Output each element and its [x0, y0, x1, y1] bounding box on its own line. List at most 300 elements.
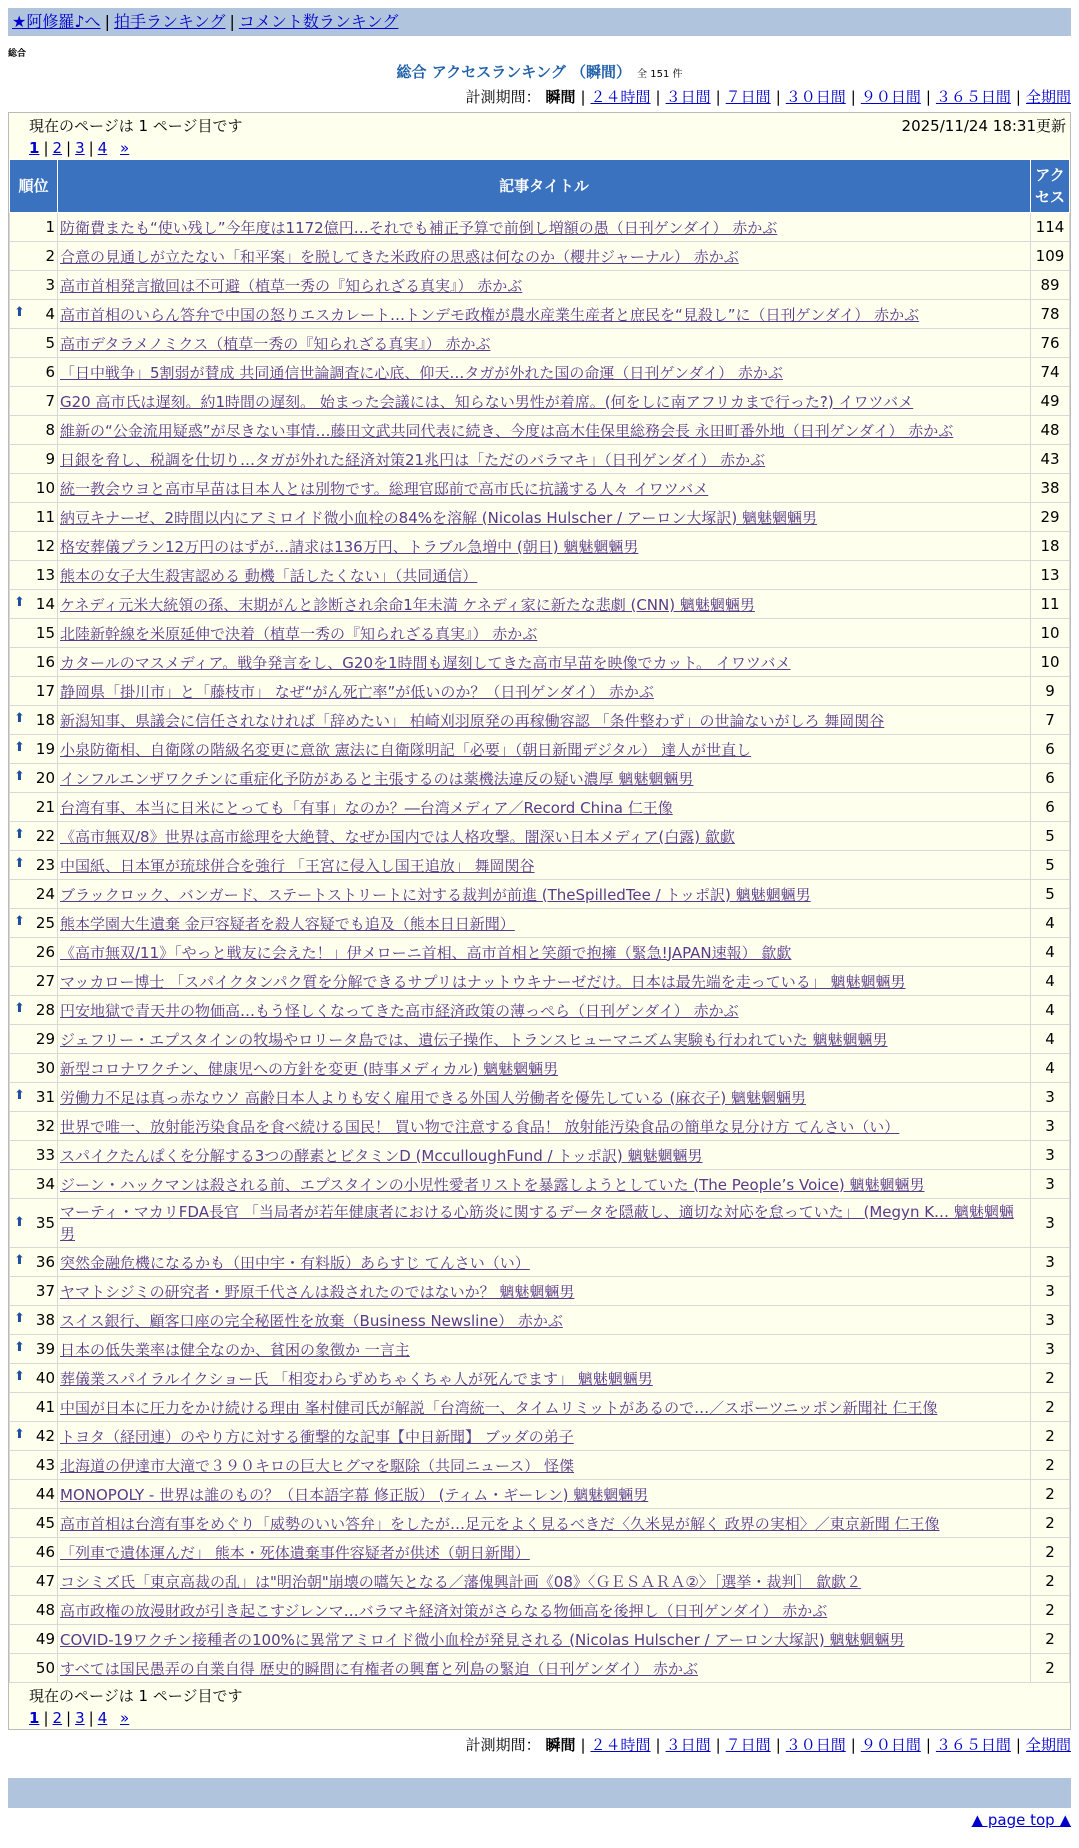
total-count: 全 151 件 [637, 69, 683, 80]
article-link[interactable]: スパイクたんぱくを分解する3つの酵素とビタミンD (McculloughFund / トッポ訳) 魑魅魍魎男 [60, 1146, 703, 1165]
access-count: 3 [1031, 1248, 1070, 1277]
article-link[interactable]: 台湾有事、本当に日米にとっても「有事」なのか？―台湾メディア／Record China 仁王像 [60, 798, 673, 817]
article-link[interactable]: 高市首相発言撤回は不可避（植草一秀の『知られざる真実』） 赤かぶ [60, 276, 523, 295]
title-cell [58, 445, 1031, 474]
rank-cell [10, 1083, 58, 1112]
title-cell [58, 387, 1031, 416]
rank-cell [10, 764, 58, 793]
rank-cell [10, 358, 58, 387]
table-row [10, 1538, 1070, 1567]
table-row [10, 1335, 1070, 1364]
access-count: 2 [1031, 1654, 1070, 1683]
table-row [10, 1306, 1070, 1335]
article-link[interactable]: 世界で唯一、放射能汚染食品を食べ続ける国民！ 買い物で注意する食品！ 放射能汚染食品の簡単な見分け方 てんさい（い） [60, 1117, 900, 1136]
rank-cell [10, 1451, 58, 1480]
table-row [10, 1393, 1070, 1422]
access-count: 2 [1031, 1625, 1070, 1654]
table-row [10, 1170, 1070, 1199]
title-cell [58, 1422, 1031, 1451]
access-count: 2 [1031, 1567, 1070, 1596]
access-count: 3 [1031, 1141, 1070, 1170]
rank-cell [10, 822, 58, 851]
article-link[interactable]: 合意の見通しが立たない「和平案」を脱してきた米政府の思惑は何なのか（櫻井ジャーナル） 赤かぶ [60, 247, 739, 266]
table-row [10, 1364, 1070, 1393]
article-link[interactable]: 熊本学園大生遺棄 金戸容疑者を殺人容疑でも追及（熊本日日新聞） [60, 914, 515, 933]
article-link[interactable]: ケネディ元米大統領の孫、末期がんと診断され余命1年未満 ケネディ家に新たな悲劇 (CNN) 魑魅魍魎男 [60, 595, 755, 614]
title-cell [58, 1596, 1031, 1625]
page-link-2-bottom[interactable]: 2 [52, 1709, 63, 1727]
access-count: 7 [1031, 706, 1070, 735]
title-cell [58, 1170, 1031, 1199]
period-3d[interactable]: ３日間 [665, 88, 711, 106]
access-count: 9 [1031, 677, 1070, 706]
title-cell [58, 474, 1031, 503]
page-top-area [0, 1808, 1079, 1832]
access-count: 3 [1031, 1112, 1070, 1141]
access-count: 2 [1031, 1451, 1070, 1480]
page-link-2[interactable]: 2 [52, 139, 63, 157]
access-count: 4 [1031, 1054, 1070, 1083]
period-selector-top: 計測期間： 瞬間 | ２４時間 | ３日間 | ７日間 | ３０日間 | ９０日間 | ３６５日間 | 全期間 [465, 88, 1071, 106]
period-selector-bottom: 計測期間： 瞬間 | ２４時間 | ３日間 | ７日間 | ３０日間 | ９０日間 | ３６５日間 | 全期間 [465, 1736, 1071, 1754]
rank-cell [10, 1538, 58, 1567]
rank-number: 46 [35, 1543, 55, 1561]
access-count: 3 [1031, 1306, 1070, 1335]
access-count: 4 [1031, 996, 1070, 1025]
rank-cell [10, 619, 58, 648]
rank-up-arrow-icon: ⬆ [14, 1001, 25, 1016]
top-nav-bar [8, 8, 1071, 36]
access-count: 2 [1031, 1364, 1070, 1393]
title-cell [58, 1364, 1031, 1393]
access-count: 3 [1031, 1083, 1070, 1112]
rank-number: 47 [35, 1572, 55, 1590]
rank-cell [10, 1625, 58, 1654]
table-row [10, 967, 1070, 996]
rank-up-arrow-icon: ⬆ [14, 769, 25, 784]
access-count: 38 [1031, 474, 1070, 503]
rank-up-arrow-icon: ⬆ [14, 1311, 25, 1326]
rank-cell [10, 532, 58, 561]
rank-cell [10, 967, 58, 996]
title-cell [58, 735, 1031, 764]
rank-number: 17 [35, 682, 55, 700]
rank-number: 43 [35, 1456, 55, 1474]
access-count: 76 [1031, 329, 1070, 358]
table-row [10, 1625, 1070, 1654]
rank-cell [10, 1335, 58, 1364]
period-current: 瞬間 [545, 88, 576, 106]
access-count: 18 [1031, 532, 1070, 561]
rank-number: 26 [35, 943, 55, 961]
article-link[interactable]: 中国が日本に圧力をかけ続ける理由 峯村健司氏が解説「台湾統一、タイムリミットがあるので…／スポーツニッポン新聞社 仁王像 [60, 1398, 938, 1417]
rank-number: 6 [45, 363, 55, 381]
title-cell [58, 1054, 1031, 1083]
table-row [10, 764, 1070, 793]
access-count: 29 [1031, 503, 1070, 532]
pagination-bottom: 1 | 2 | 3 | 4 » [29, 1709, 130, 1727]
rank-cell [10, 387, 58, 416]
period-7d-bottom[interactable]: ７日間 [725, 1736, 771, 1754]
rank-up-arrow-icon: ⬆ [14, 711, 25, 726]
article-link[interactable]: 新型コロナワクチン、健康児への方針を変更 (時事メディカル) 魑魅魍魎男 [60, 1059, 559, 1078]
period-90d-bottom[interactable]: ９０日間 [860, 1736, 921, 1754]
title-cell [58, 1335, 1031, 1364]
article-link[interactable]: マッカロー博士 「スパイクタンパク質を分解できるサプリはナットウキナーゼだけ。日本は最先端を走っている」 魑魅魍魎男 [60, 972, 906, 991]
access-count: 109 [1031, 242, 1070, 271]
access-count: 2 [1031, 1538, 1070, 1567]
access-count: 2 [1031, 1393, 1070, 1422]
title-cell [58, 1248, 1031, 1277]
period-90d[interactable]: ９０日間 [860, 88, 921, 106]
period-24h-bottom[interactable]: ２４時間 [590, 1736, 651, 1754]
page-link-next-bottom[interactable]: » [120, 1709, 130, 1727]
rank-cell [10, 503, 58, 532]
page-top-link[interactable]: ▲ page top ▲ [971, 1811, 1071, 1829]
rank-number: 2 [45, 247, 55, 265]
rank-up-arrow-icon: ⬆ [14, 305, 25, 320]
article-link[interactable]: マーティ・マカリFDA長官 「当局者が若年健康者における心筋炎に関するデータを隠蔽し、適切な対応を怠っていた」 (Megyn K… 魑魅魍魎男 [60, 1203, 1014, 1243]
rank-number: 29 [35, 1030, 55, 1048]
rank-up-arrow-icon: ⬆ [14, 1253, 25, 1268]
article-link[interactable]: 納豆キナーゼ、2時間以内にアミロイド微小血栓の84%を溶解 (Nicolas Hulscher / アーロン大塚訳) 魑魅魍魎男 [60, 508, 818, 527]
article-link[interactable]: 「日中戦争」5割弱が賛成 共同通信世論調査に心底、仰天…タガが外れた国の命運（日刊ゲンダイ） 赤かぶ [60, 363, 783, 382]
table-row [10, 996, 1070, 1025]
article-link[interactable]: すべては国民愚弄の自業自得 歴史的瞬間に有権者の興奮と列島の緊迫（日刊ゲンダイ） 赤かぶ [60, 1659, 699, 1678]
rank-number: 30 [35, 1059, 55, 1077]
article-link[interactable]: ジーン・ハックマンは殺される前、エプスタインの小児性愛者リストを暴露しようとしていた (The People’s Voice) 魑魅魍魎男 [60, 1175, 925, 1194]
rank-number: 33 [35, 1146, 55, 1164]
category-label: 総合 [8, 49, 27, 59]
access-count: 114 [1031, 213, 1070, 242]
period-all-bottom[interactable]: 全期間 [1025, 1736, 1071, 1754]
article-link[interactable]: カタールのマスメディア。戦争発言をし、G20を1時間も遅刻してきた高市早苗を映像でカット。 イワツバメ [60, 653, 791, 672]
period-365d-bottom[interactable]: ３６５日間 [935, 1736, 1011, 1754]
period-all[interactable]: 全期間 [1025, 88, 1071, 106]
access-count: 4 [1031, 938, 1070, 967]
article-link[interactable]: 小泉防衛相、自衛隊の階級名変更に意欲 憲法に自衛隊明記「必要」（朝日新聞デジタル） 達人が世直し [60, 740, 752, 759]
article-link[interactable]: 高市首相は台湾有事をめぐり「威勢のいい答弁」をしたが…足元をよく見るべきだ〈久米晃が解く 政界の実相〉／東京新聞 仁王像 [60, 1514, 940, 1533]
rank-cell [10, 445, 58, 474]
rank-number: 40 [35, 1369, 55, 1387]
page-link-3-bottom[interactable]: 3 [75, 1709, 85, 1727]
access-count: 2 [1031, 1480, 1070, 1509]
article-link[interactable]: 高市首相のいらん答弁で中国の怒りエスカレート…トンデモ政権が農水産業生産者と庶民を“見殺し”に（日刊ゲンダイ） 赤かぶ [60, 305, 920, 324]
title-cell [58, 1625, 1031, 1654]
page-link-1-bottom[interactable]: 1 [29, 1709, 40, 1727]
footer-bar [8, 1778, 1071, 1808]
header-rank: 順位 [10, 160, 58, 213]
access-count: 2 [1031, 1422, 1070, 1451]
title-cell [58, 619, 1031, 648]
rank-number: 8 [45, 421, 55, 439]
article-link[interactable]: 静岡県「掛川市」と「藤枝市」 なぜ“がん死亡率”が低いのか？（日刊ゲンダイ） 赤かぶ [60, 682, 654, 701]
article-link[interactable]: MONOPOLY - 世界は誰のもの？（日本語字幕 修正版） (ティム・ギーレン) 魑魅魍魎男 [60, 1485, 649, 1504]
period-3d-bottom[interactable]: ３日間 [665, 1736, 711, 1754]
article-link[interactable]: コシミズ氏「東京高裁の乱」は"明治朝"崩壊の嚆矢となる／藩傀興計画《08》〈ＧＥＳＡＲＡ②〉［選挙・裁判］ 歙歔２ [60, 1572, 862, 1591]
rank-up-arrow-icon: ⬆ [14, 1215, 25, 1230]
rank-number: 11 [35, 508, 55, 526]
table-row [10, 1451, 1070, 1480]
rank-cell [10, 1170, 58, 1199]
rank-cell [10, 648, 58, 677]
table-row [10, 1199, 1070, 1248]
rank-cell [10, 590, 58, 619]
title-cell [58, 242, 1031, 271]
article-link[interactable]: 高市政権の放漫財政が引き起こすジレンマ…バラマキ経済対策がさらなる物価高を後押し（日刊ゲンダイ） 赤かぶ [60, 1601, 828, 1620]
title-cell [58, 996, 1031, 1025]
article-link[interactable]: 熊本の女子大生殺害認める 動機「話したくない」（共同通信） [60, 566, 478, 585]
article-link[interactable]: 《高市無双/11》「やっと戦友に会えた！」伊メローニ首相、高市首相と笑顔で抱擁（緊急!JAPAN速報） 歙歔 [60, 943, 792, 962]
title-cell [58, 1199, 1031, 1248]
nav-separator: | [104, 12, 110, 31]
table-row [10, 706, 1070, 735]
title-cell [58, 590, 1031, 619]
article-link[interactable]: 高市デタラメノミクス（植草一秀の『知られざる真実』） 赤かぶ [60, 334, 491, 353]
nav-separator: | [229, 12, 235, 31]
current-page-text-bottom: 現在のページは 1 ページ目です [29, 1687, 243, 1705]
page-link-1[interactable]: 1 [29, 139, 40, 157]
rank-up-arrow-icon: ⬆ [14, 1340, 25, 1355]
rank-up-arrow-icon: ⬆ [14, 1088, 25, 1103]
table-row [10, 1141, 1070, 1170]
rank-number: 28 [35, 1001, 55, 1019]
rank-up-arrow-icon: ⬆ [14, 740, 25, 755]
title-cell [58, 532, 1031, 561]
rank-up-arrow-icon: ⬆ [14, 827, 25, 842]
rank-up-arrow-icon: ⬆ [14, 1427, 25, 1442]
rank-cell [10, 1306, 58, 1335]
rank-cell [10, 1025, 58, 1054]
rank-number: 12 [35, 537, 55, 555]
title-cell [58, 561, 1031, 590]
article-link[interactable]: 円安地獄で青天井の物価高…もう怪しくなってきた高市経済政策の薄っぺら（日刊ゲンダイ） 赤かぶ [60, 1001, 739, 1020]
table-row [10, 1567, 1070, 1596]
rank-cell [10, 1248, 58, 1277]
title-cell [58, 358, 1031, 387]
rank-cell [10, 1277, 58, 1306]
title-cell [58, 793, 1031, 822]
title-cell [58, 1083, 1031, 1112]
article-link[interactable]: 葬儀業スパイラルイクショー氏 「相変わらずめちゃくちゃ人が死んでます」 魑魅魍魎男 [60, 1369, 653, 1388]
page-link-4[interactable]: 4 [97, 139, 108, 157]
access-count: 89 [1031, 271, 1070, 300]
access-count: 3 [1031, 1199, 1070, 1248]
article-link[interactable]: COVID-19ワクチン接種者の100%に異常アミロイド微小血栓が発見される (Nicolas Hulscher / アーロン大塚訳) 魑魅魍魎男 [60, 1630, 905, 1649]
table-row [10, 1248, 1070, 1277]
table-row [10, 242, 1070, 271]
table-row [10, 503, 1070, 532]
table-row [10, 822, 1070, 851]
article-link[interactable]: 新潟知事、県議会に信任されなければ「辞めたい」 柏崎刈羽原発の再稼働容認 「条件整わず」の世論ないがしろ 舞岡関谷 [60, 711, 885, 730]
header-title: 記事タイトル [58, 160, 1031, 213]
rank-cell [10, 1509, 58, 1538]
rank-up-arrow-icon: ⬆ [14, 856, 25, 871]
access-count: 3 [1031, 1335, 1070, 1364]
period-30d[interactable]: ３０日間 [785, 88, 846, 106]
article-link[interactable]: 日本の低失業率は健全なのか、貧困の象徴か 一言主 [60, 1340, 410, 1359]
article-link[interactable]: G20 高市氏は遅刻。約1時間の遅刻。 始まった会議には、知らない男性が着席。(何をしに南アフリカまで行った?) イワツバメ [60, 392, 914, 411]
rank-number: 35 [35, 1214, 55, 1232]
access-count: 3 [1031, 1170, 1070, 1199]
table-row [10, 300, 1070, 329]
table-row [10, 387, 1070, 416]
table-row [10, 648, 1070, 677]
title-cell [58, 1451, 1031, 1480]
rank-number: 36 [35, 1253, 55, 1271]
rank-cell [10, 1393, 58, 1422]
rank-up-arrow-icon: ⬆ [14, 595, 25, 610]
access-count: 78 [1031, 300, 1070, 329]
table-row [10, 1509, 1070, 1538]
updated-timestamp: 2025/11/24 18:31更新 [901, 117, 1066, 135]
rank-cell [10, 300, 58, 329]
article-link[interactable]: 北陸新幹線を米原延伸で決着（植草一秀の『知られざる真実』） 赤かぶ [60, 624, 538, 643]
table-row [10, 358, 1070, 387]
rank-number: 32 [35, 1117, 55, 1135]
rank-number: 37 [35, 1282, 55, 1300]
table-header-row [10, 160, 1070, 213]
rank-cell [10, 271, 58, 300]
title-cell [58, 648, 1031, 677]
access-count: 4 [1031, 909, 1070, 938]
title-cell [58, 416, 1031, 445]
access-count: 5 [1031, 822, 1070, 851]
period-current-bottom: 瞬間 [545, 1736, 576, 1754]
article-link[interactable]: 「列車で遺体運んだ」 熊本・死体遺棄事件容疑者が供述（朝日新聞） [60, 1543, 530, 1562]
rank-cell [10, 1364, 58, 1393]
rank-number: 7 [45, 392, 55, 410]
table-row [10, 1596, 1070, 1625]
rank-number: 27 [35, 972, 55, 990]
period-365d[interactable]: ３６５日間 [935, 88, 1011, 106]
table-row [10, 909, 1070, 938]
page-link-3[interactable]: 3 [75, 139, 85, 157]
rank-cell [10, 416, 58, 445]
article-link[interactable]: 日銀を脅し、税調を仕切り…タガが外れた経済対策21兆円は「ただのバラマキ」（日刊ゲンダイ） 赤かぶ [60, 450, 766, 469]
rank-number: 3 [45, 276, 55, 294]
rank-number: 25 [35, 914, 55, 932]
title-cell [58, 677, 1031, 706]
access-count: 43 [1031, 445, 1070, 474]
table-row [10, 619, 1070, 648]
article-link[interactable]: 北海道の伊達市大滝で３９０キロの巨大ヒグマを駆除（共同ニュース） 怪傑 [60, 1456, 575, 1475]
article-link[interactable]: トヨタ（経団連）のやり方に対する衝撃的な記事【中日新聞】 ブッダの弟子 [60, 1427, 574, 1446]
table-row [10, 938, 1070, 967]
rank-cell [10, 213, 58, 242]
access-count: 5 [1031, 880, 1070, 909]
rank-number: 18 [35, 711, 55, 729]
article-link[interactable]: ヤマトシジミの研究者・野原千代さんは殺されたのではないか？ 魑魅魍魎男 [60, 1282, 575, 1301]
article-link[interactable]: 中国紙、日本軍が琉球併合を強行 「王宮に侵入し国王追放」 舞岡関谷 [60, 856, 535, 875]
title-cell [58, 909, 1031, 938]
rank-cell [10, 1112, 58, 1141]
rank-cell [10, 1054, 58, 1083]
access-count: 2 [1031, 1509, 1070, 1538]
rank-number: 23 [35, 856, 55, 874]
article-link[interactable]: スイス銀行、顧客口座の完全秘匿性を放棄（Business Newsline） 赤かぶ [60, 1311, 563, 1330]
access-count: 10 [1031, 619, 1070, 648]
rank-number: 13 [35, 566, 55, 584]
rank-up-arrow-icon: ⬆ [14, 914, 25, 929]
rank-cell [10, 242, 58, 271]
access-count: 49 [1031, 387, 1070, 416]
rank-cell [10, 1141, 58, 1170]
rank-cell [10, 938, 58, 967]
access-count: 4 [1031, 1025, 1070, 1054]
rank-cell [10, 1422, 58, 1451]
article-link[interactable]: 防衛費またも“使い残し”今年度は1172億円…それでも補正予算で前倒し増額の愚（日刊ゲンダイ） 赤かぶ [60, 218, 778, 237]
access-count: 3 [1031, 1277, 1070, 1306]
rank-number: 4 [45, 305, 55, 323]
period-7d[interactable]: ７日間 [725, 88, 771, 106]
table-row [10, 561, 1070, 590]
article-link[interactable]: 《高市無双/8》世界は高市総理を大絶賛、なぜか国内では人格攻撃。闇深い日本メディア(白露) 歙歔 [60, 827, 735, 846]
table-row [10, 590, 1070, 619]
rank-number: 31 [35, 1088, 55, 1106]
article-link[interactable]: 格安葬儀プラン12万円のはずが…請求は136万円、トラブル急増中 (朝日) 魑魅魍魎男 [60, 537, 639, 556]
rank-number: 45 [35, 1514, 55, 1532]
table-row [10, 213, 1070, 242]
page-info-top [9, 113, 1070, 137]
rank-number: 39 [35, 1340, 55, 1358]
table-row [10, 1083, 1070, 1112]
article-link[interactable]: 突然金融危機になるかも（田中宇・有料版）あらすじ てんさい（い） [60, 1253, 530, 1272]
rank-number: 10 [35, 479, 55, 497]
pagination-top: 1 | 2 | 3 | 4 » [29, 139, 130, 157]
article-link[interactable]: 労働力不足は真っ赤なウソ 高齢日本人よりも安く雇用できる外国人労働者を優先している (麻衣子) 魑魅魍魎男 [60, 1088, 807, 1107]
period-30d-bottom[interactable]: ３０日間 [785, 1736, 846, 1754]
rank-cell [10, 851, 58, 880]
page-title [0, 61, 1079, 82]
table-row [10, 532, 1070, 561]
article-link[interactable]: ジェフリー・エプスタインの牧場やロリータ島では、遺伝子操作、トランスヒューマニズム実験も行われていた 魑魅魍魎男 [60, 1030, 888, 1049]
table-row [10, 1277, 1070, 1306]
rank-cell [10, 909, 58, 938]
rank-number: 5 [45, 334, 55, 352]
access-count: 6 [1031, 793, 1070, 822]
table-row [10, 416, 1070, 445]
table-row [10, 793, 1070, 822]
page-link-next[interactable]: » [120, 139, 130, 157]
rank-cell [10, 1199, 58, 1248]
nav-link-asyura[interactable]: ★阿修羅♪へ [12, 12, 101, 31]
access-count: 13 [1031, 561, 1070, 590]
article-link[interactable]: 統一教会ウヨと高市早苗は日本人とは別物です。総理官邸前で高市氏に抗議する人々 イワツバメ [60, 479, 709, 498]
article-link[interactable]: ブラックロック、バンガード、ステートストリートに対する裁判が前進 (TheSpilledTee / トッポ訳) 魑魅魍魎男 [60, 885, 811, 904]
ranking-box [8, 112, 1071, 1730]
nav-link-clap-ranking[interactable]: 拍手ランキング [113, 12, 226, 31]
nav-link-comment-ranking[interactable]: コメント数ランキング [238, 12, 399, 31]
rank-number: 44 [35, 1485, 55, 1503]
table-row [10, 1025, 1070, 1054]
rank-number: 16 [35, 653, 55, 671]
page-link-4-bottom[interactable]: 4 [97, 1709, 108, 1727]
rank-cell [10, 880, 58, 909]
period-label-bottom: 計測期間： [465, 1736, 541, 1754]
rank-number: 19 [35, 740, 55, 758]
title-cell [58, 1306, 1031, 1335]
access-count: 74 [1031, 358, 1070, 387]
rank-cell [10, 996, 58, 1025]
title-cell [58, 1480, 1031, 1509]
article-link[interactable]: 維新の“公金流用疑惑”が尽きない事情…藤田文武共同代表に続き、今度は高木佳保里総務会長 永田町番外地（日刊ゲンダイ） 赤かぶ [60, 421, 954, 440]
table-row [10, 1054, 1070, 1083]
table-row [10, 1654, 1070, 1683]
rank-number: 1 [45, 218, 55, 236]
article-link[interactable]: インフルエンザワクチンに重症化予防があると主張するのは薬機法違反の疑い濃厚 魑魅魍魎男 [60, 769, 694, 788]
period-24h[interactable]: ２４時間 [590, 88, 651, 106]
